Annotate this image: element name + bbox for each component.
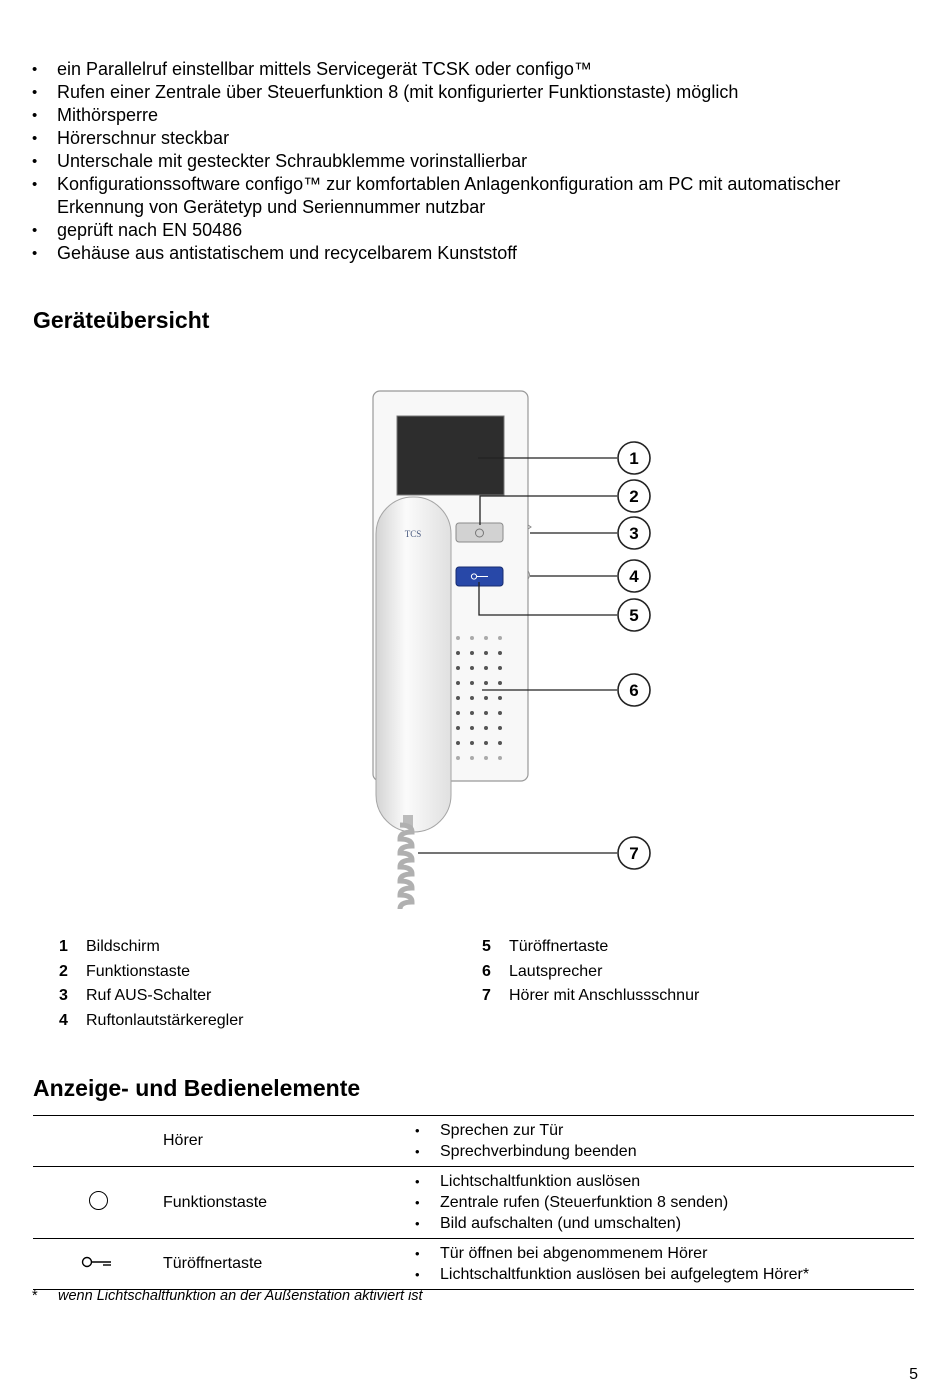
speaker-hole — [470, 726, 474, 730]
legend-label: Funktionstaste — [86, 962, 191, 980]
feature-item: • Konfigurationssoftware configo™ zur komfortablen Anlagenkonfiguration am PC mit automatischer Erkennung von Gerätetyp und Seriennummer nutzbar — [30, 173, 910, 219]
callout-1 — [618, 442, 650, 474]
speaker-hole — [498, 681, 502, 685]
speaker-hole — [498, 726, 502, 730]
legend-row — [33, 1009, 243, 1034]
speaker-hole — [498, 666, 502, 670]
feature-item: • ein Parallelruf einstellbar mittels Servicegerät TCSK oder configo™ — [30, 58, 910, 81]
speaker-hole — [484, 741, 488, 745]
speaker-hole — [484, 726, 488, 730]
svg-text:7: 7 — [629, 844, 639, 863]
function-button — [456, 523, 503, 542]
speaker-hole — [456, 681, 460, 685]
feature-item: • Hörerschnur steckbar — [30, 127, 910, 150]
handset-brand: TCS — [404, 529, 422, 539]
speaker-hole — [498, 696, 502, 700]
speaker-hole — [456, 696, 460, 700]
symbol-cell — [33, 1239, 163, 1290]
feature-list — [30, 58, 910, 265]
speaker-hole — [456, 711, 460, 715]
legend-num: 6 — [482, 962, 491, 980]
speaker-hole — [470, 741, 474, 745]
legend-left — [33, 935, 243, 1033]
legend-label: Hörer mit Anschlussschnur — [509, 987, 700, 1004]
speaker-hole — [456, 726, 460, 730]
speaker-hole — [470, 711, 474, 715]
symbol-cell — [33, 1167, 163, 1239]
speaker-hole — [456, 651, 460, 655]
function-cell — [413, 1116, 914, 1167]
callout-4 — [618, 560, 650, 592]
speaker-hole — [498, 636, 502, 640]
legend-row — [33, 935, 243, 960]
callout-5 — [618, 599, 650, 631]
svg-text:2: 2 — [629, 487, 639, 506]
callout-3 — [618, 517, 650, 549]
speaker-hole — [498, 651, 502, 655]
function-cell — [413, 1239, 914, 1290]
footnote-mark: * — [32, 1288, 38, 1304]
legend-right — [456, 935, 699, 1009]
function-item: • Lichtschaltfunktion auslösen — [413, 1171, 914, 1192]
legend-label: Ruftonlautstärkeregler — [86, 1011, 244, 1029]
legend-num: 5 — [482, 938, 491, 955]
legend-row — [33, 960, 243, 985]
svg-text:1: 1 — [629, 449, 639, 468]
feature-item: • Mithörsperre — [30, 104, 910, 127]
speaker-hole — [456, 756, 460, 760]
legend-num: 1 — [59, 938, 68, 955]
speaker-hole — [470, 666, 474, 670]
element-name: Türöffnertaste — [163, 1255, 263, 1272]
controls-heading: Anzeige- und Bedienelemente — [33, 1075, 361, 1101]
speaker-hole — [484, 711, 488, 715]
legend-label: Bildschirm — [86, 938, 160, 955]
speaker-hole — [498, 711, 502, 715]
svg-text:3: 3 — [629, 524, 639, 543]
table-row — [33, 1116, 914, 1167]
device-illustration — [360, 385, 670, 915]
element-name: Hörer — [163, 1132, 204, 1149]
callout-6 — [618, 674, 650, 706]
speaker-hole — [470, 636, 474, 640]
function-item: • Sprechverbindung beenden — [413, 1141, 914, 1162]
legend-row — [456, 935, 699, 960]
speaker-hole — [456, 666, 460, 670]
handset — [376, 497, 451, 832]
screen — [397, 416, 504, 495]
element-name: Funktionstaste — [163, 1193, 268, 1211]
speaker-hole — [456, 636, 460, 640]
page-number: 5 — [909, 1366, 918, 1383]
speaker-hole — [470, 696, 474, 700]
speaker-hole — [484, 636, 488, 640]
function-cell — [413, 1167, 914, 1239]
key-icon — [81, 1255, 115, 1269]
feature-item: • Gehäuse aus antistatischem und recycelbarem Kunststoff — [30, 242, 910, 265]
speaker-hole — [484, 681, 488, 685]
legend-row — [456, 960, 699, 985]
legend-num: 7 — [482, 987, 491, 1004]
speaker-hole — [484, 756, 488, 760]
speaker-hole — [470, 651, 474, 655]
callout-7 — [618, 837, 650, 869]
legend-label: Lautsprecher — [509, 962, 603, 980]
speaker-hole — [470, 681, 474, 685]
symbol-cell — [33, 1116, 163, 1167]
svg-text:6: 6 — [629, 681, 639, 700]
legend-num: 3 — [59, 987, 68, 1004]
speaker-hole — [498, 756, 502, 760]
footnote-text: wenn Lichtschaltfunktion an der Außenstation aktiviert ist — [58, 1288, 423, 1304]
function-item: • Tür öffnen bei abgenommenem Hörer — [413, 1243, 914, 1264]
speaker-hole — [498, 741, 502, 745]
svg-text:5: 5 — [629, 606, 639, 625]
callout-2 — [618, 480, 650, 512]
speaker-hole — [484, 696, 488, 700]
function-item: • Bild aufschalten (und umschalten) — [413, 1213, 914, 1234]
speaker-hole — [456, 741, 460, 745]
feature-item: • Rufen einer Zentrale über Steuerfunktion 8 (mit konfigurierter Funktionstaste) möglich — [30, 81, 910, 104]
speaker-hole — [470, 756, 474, 760]
legend-label: Türöffnertaste — [509, 938, 609, 955]
function-item: • Zentrale rufen (Steuerfunktion 8 senden) — [413, 1192, 914, 1213]
function-item: • Sprechen zur Tür — [413, 1120, 914, 1141]
legend-row — [33, 984, 243, 1009]
legend-num: 4 — [59, 1011, 68, 1029]
overview-heading: Geräteübersicht — [33, 307, 210, 333]
controls-table — [33, 1115, 914, 1290]
circle-icon — [89, 1191, 108, 1210]
legend-num: 2 — [59, 962, 68, 980]
function-item: • Lichtschaltfunktion auslösen bei aufgelegtem Hörer* — [413, 1264, 914, 1285]
svg-text:4: 4 — [629, 567, 639, 586]
legend-row — [456, 984, 699, 1009]
feature-item: • Unterschale mit gesteckter Schraubklemme vorinstallierbar — [30, 150, 910, 173]
footnote — [32, 1288, 423, 1304]
speaker-hole — [484, 666, 488, 670]
table-row — [33, 1167, 914, 1239]
table-row — [33, 1239, 914, 1290]
legend-label: Ruf AUS-Schalter — [86, 987, 212, 1004]
speaker-hole — [484, 651, 488, 655]
feature-item: • geprüft nach EN 50486 — [30, 219, 910, 242]
